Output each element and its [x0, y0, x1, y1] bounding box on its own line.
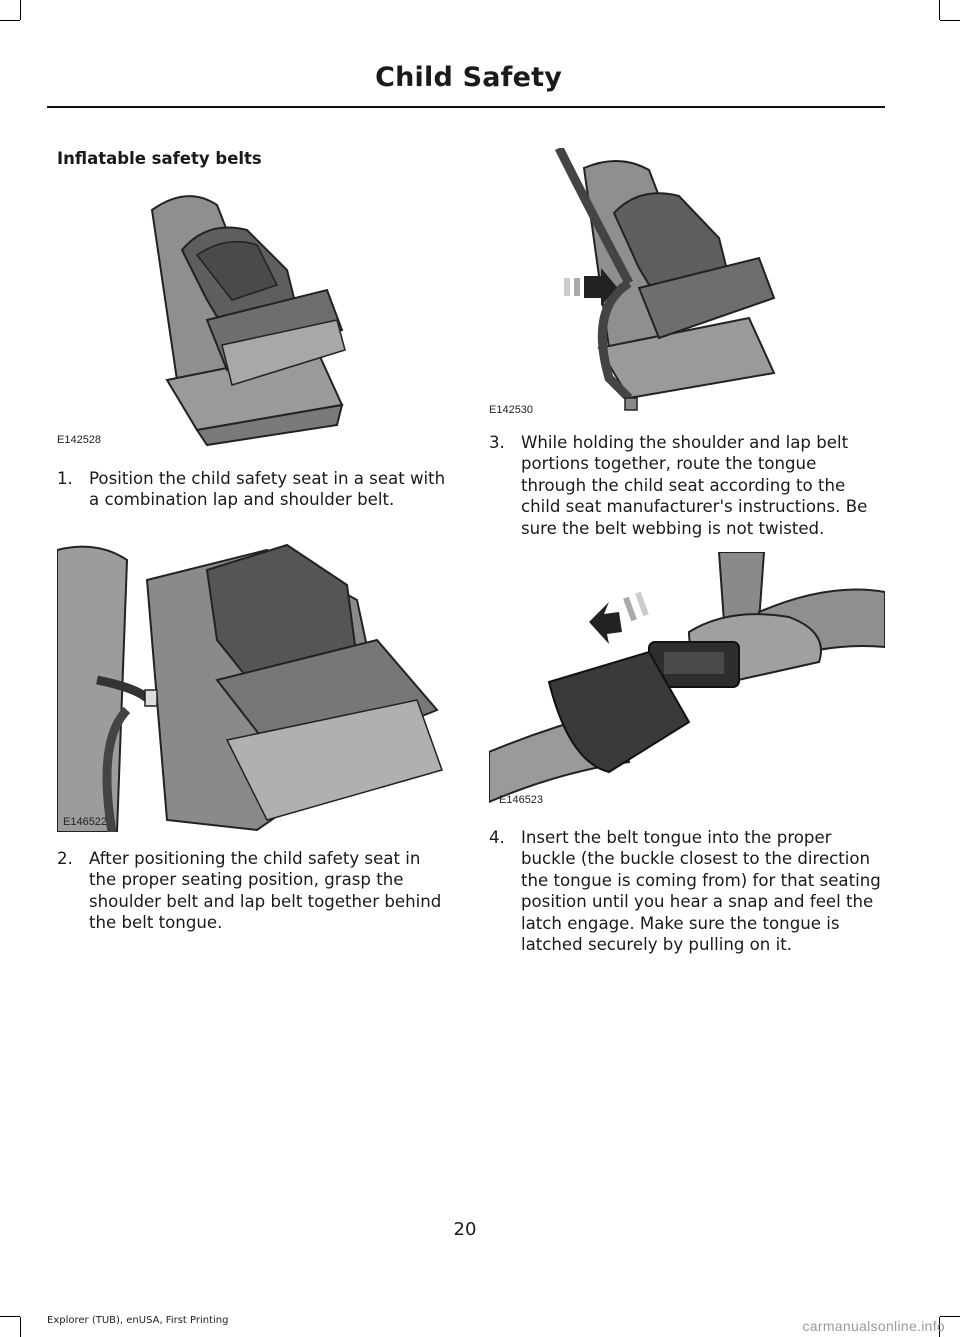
figure-code: E142528 — [57, 434, 102, 446]
figure-route-tongue — [489, 148, 885, 420]
figure-buckle-insert — [489, 552, 885, 810]
crop-mark — [0, 1316, 20, 1317]
step-text: Position the child safety seat in a seat with a combination lap and shoulder belt. — [89, 469, 446, 510]
step-number: 3. — [489, 433, 505, 452]
step-number: 4. — [489, 828, 505, 847]
step-number: 2. — [57, 849, 73, 868]
crop-mark — [940, 20, 960, 21]
crop-mark — [0, 20, 20, 21]
crop-mark — [20, 1317, 21, 1337]
page-number: 20 — [453, 1219, 477, 1240]
figure-code: E146523 — [499, 794, 544, 806]
crop-mark — [20, 0, 21, 20]
step-text: While holding the shoulder and lap belt portions together, route the tongue through the child seat according to the child seat manufacturer's instructions. Be sure the belt webbing is not twisted. — [521, 433, 868, 538]
title-divider — [47, 106, 885, 108]
step-number: 1. — [57, 469, 73, 488]
figure-belt-grasp — [57, 540, 447, 832]
crop-mark — [940, 1316, 960, 1317]
watermark-text[interactable]: carmanualsonline.info — [802, 1318, 945, 1334]
route-tongue-illustration — [489, 148, 885, 420]
figure-code: E142530 — [489, 404, 534, 416]
page-title: Child Safety — [375, 62, 562, 93]
crop-mark — [939, 0, 940, 20]
figure-code: E146522 — [63, 816, 108, 828]
step-text: After positioning the child safety seat in the proper seating position, grasp the shoulder belt and lap belt together behind the belt tongue. — [89, 849, 442, 933]
section-heading: Inflatable safety belts — [57, 149, 262, 168]
child-seat-illustration — [57, 180, 447, 460]
step-text: Insert the belt tongue into the proper buckle (the buckle closest to the direction the tongue is coming from) for that seating position until you hear a snap and feel the latch engage. Make sure the tongue is latched securely by pulling on it. — [521, 828, 881, 955]
belt-grasp-illustration — [57, 540, 447, 832]
publication-info: Explorer (TUB), enUSA, First Printing — [47, 1315, 229, 1326]
buckle-insert-illustration — [489, 552, 885, 810]
figure-child-seat — [57, 180, 447, 460]
